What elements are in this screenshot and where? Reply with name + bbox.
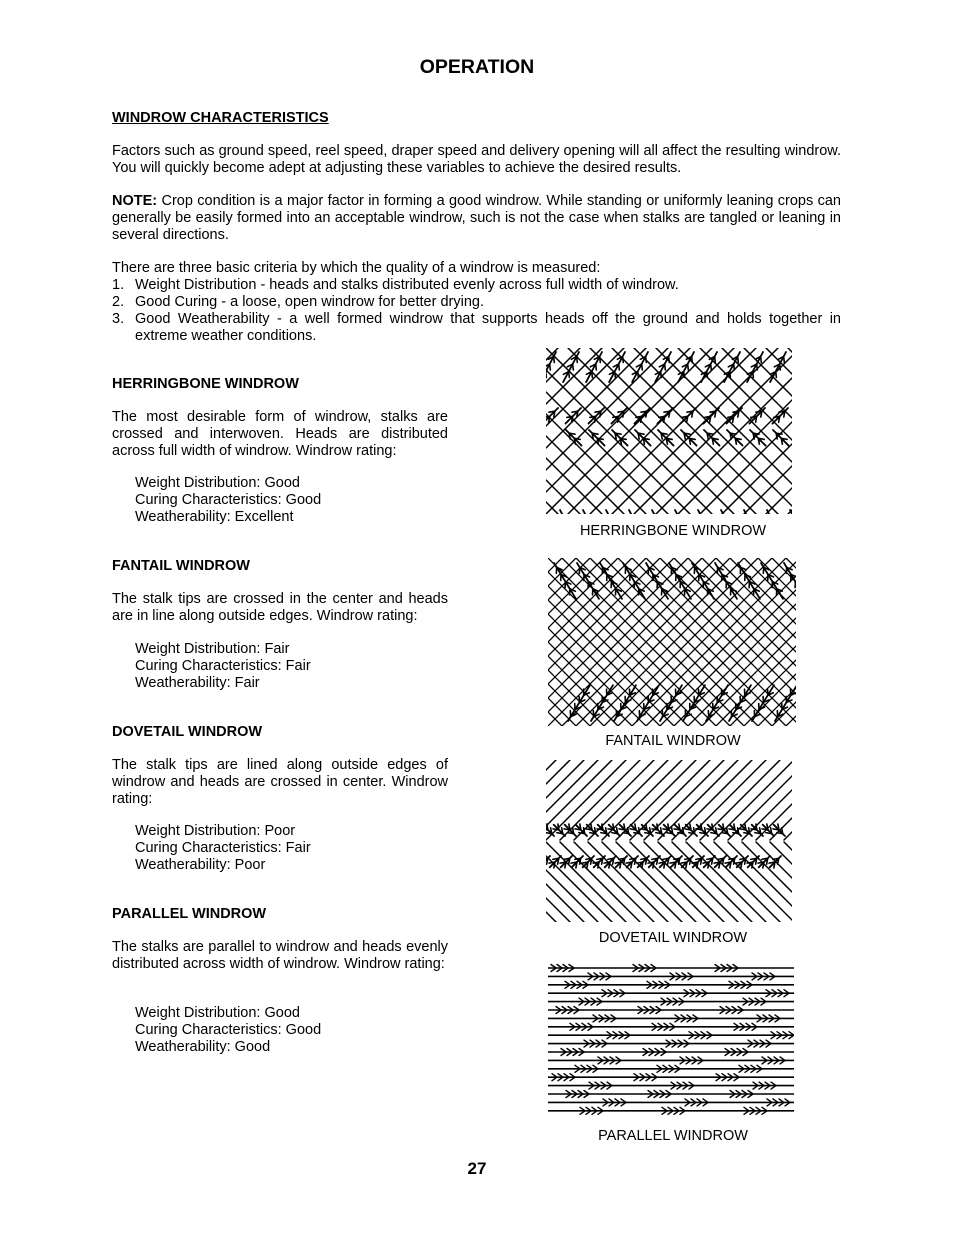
section-description-parallel: The stalks are parallel to windrow and heads evenly distributed across width of windrow. Windrow rating: xyxy=(112,939,448,972)
criteria-number: 1. xyxy=(112,277,125,293)
criteria-item xyxy=(112,294,841,311)
ratings-fantail xyxy=(112,641,311,692)
fantail-windrow-illustration xyxy=(548,558,796,726)
section-description-fantail: The stalk tips are crossed in the center and heads are in line along outside edges. Windrow rating: xyxy=(112,591,448,624)
section-heading-parallel: PARALLEL WINDROW xyxy=(112,906,267,922)
rating-line: Weatherability: Excellent xyxy=(135,509,294,525)
criteria-lead: There are three basic criteria by which the quality of a windrow is measured: xyxy=(112,260,601,276)
criteria-item xyxy=(112,311,841,345)
section-heading-herringbone: HERRINGBONE WINDROW xyxy=(112,376,299,392)
rating-line: Weatherability: Poor xyxy=(135,857,266,873)
criteria-text: Good Curing - a loose, open windrow for better drying. xyxy=(135,294,484,310)
criteria-text: Good Weatherability - a well formed windrow that supports heads off the ground and holds together in extreme weather conditions. xyxy=(135,311,841,344)
figure-caption-dovetail: DOVETAIL WINDROW xyxy=(598,930,748,946)
ratings-herringbone xyxy=(112,475,321,526)
section-heading-dovetail: DOVETAIL WINDROW xyxy=(112,724,263,740)
section-description-herringbone: The most desirable form of windrow, stalks are crossed and interwoven. Heads are distributed across full width of windrow. Windrow rating: xyxy=(112,409,448,459)
ratings-dovetail xyxy=(112,823,311,874)
figure-caption-herringbone: HERRINGBONE WINDROW xyxy=(579,523,767,539)
dovetail-windrow-illustration xyxy=(546,760,792,922)
figure-caption-fantail: FANTAIL WINDROW xyxy=(605,733,741,749)
criteria-number: 2. xyxy=(112,294,125,310)
intro-paragraph: Factors such as ground speed, reel speed, draper speed and delivery opening will all affect the resulting windrow. You will quickly become adept at adjusting these variables to achieve the desired results. xyxy=(112,143,841,176)
note-text: Crop condition is a major factor in forming a good windrow. While standing or uniformly leaning crops can generally be easily formed into an acceptable windrow, such is not the case when stalks are tangled or leaning in several directions. xyxy=(112,193,841,243)
page-title: OPERATION xyxy=(419,56,535,78)
figure-caption-parallel: PARALLEL WINDROW xyxy=(598,1128,748,1144)
rating-line: Curing Characteristics: Good xyxy=(135,492,322,508)
note-paragraph xyxy=(112,193,841,244)
section-heading-fantail: FANTAIL WINDROW xyxy=(112,558,250,574)
ratings-parallel xyxy=(112,1005,321,1056)
page-number: 27 xyxy=(467,1159,487,1178)
rating-line: Weatherability: Fair xyxy=(135,675,260,691)
criteria-number: 3. xyxy=(112,311,125,327)
rating-line: Curing Characteristics: Good xyxy=(135,1022,322,1038)
criteria-text: Weight Distribution - heads and stalks distributed evenly across full width of windrow. xyxy=(135,277,679,293)
rating-line: Weight Distribution: Good xyxy=(135,1005,300,1021)
rating-line: Weatherability: Good xyxy=(135,1039,271,1055)
parallel-windrow-illustration xyxy=(548,962,794,1118)
rating-line: Weight Distribution: Good xyxy=(135,475,300,491)
section-description-dovetail: The stalk tips are lined along outside edges of windrow and heads are crossed in center. Windrow rating: xyxy=(112,757,448,807)
criteria-item xyxy=(112,277,841,294)
herringbone-windrow-illustration xyxy=(546,348,792,514)
rating-line: Weight Distribution: Poor xyxy=(135,823,296,839)
rating-line: Curing Characteristics: Fair xyxy=(135,840,311,856)
rating-line: Curing Characteristics: Fair xyxy=(135,658,311,674)
criteria-block xyxy=(112,260,841,345)
note-label: NOTE: xyxy=(112,193,158,209)
rating-line: Weight Distribution: Fair xyxy=(135,641,290,657)
section-heading-windrow-characteristics: WINDROW CHARACTERISTICS xyxy=(112,110,329,126)
